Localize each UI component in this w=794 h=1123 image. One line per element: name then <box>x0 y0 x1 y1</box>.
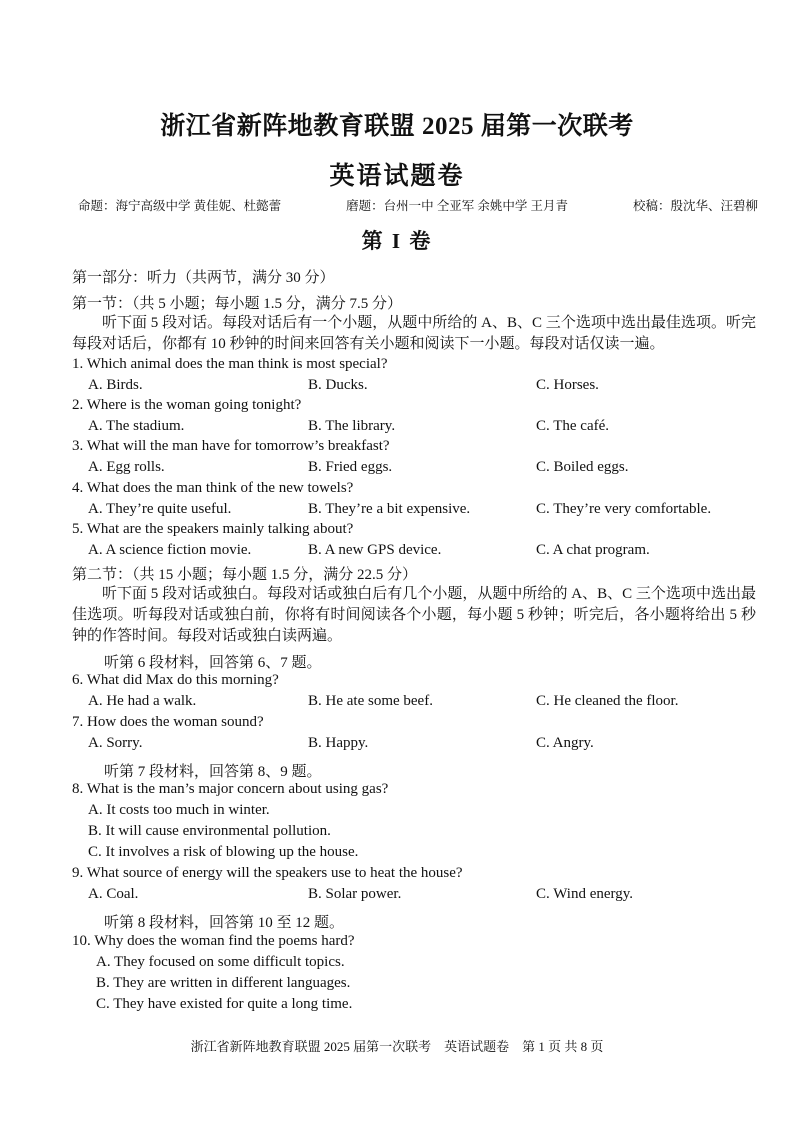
question-stem: 1. Which animal does the man think is most special? <box>72 356 388 372</box>
option-c: C. Boiled eggs. <box>536 459 629 475</box>
option-b: B. Fried eggs. <box>308 459 393 475</box>
section1-heading: 第一节：（共 5 小题；每小题 1.5 分，满分 7.5 分） <box>72 296 403 312</box>
question-stem: 8. What is the man’s major concern about using gas? <box>72 781 389 797</box>
page-footer: 浙江省新阵地教育联盟 2025 届第一次联考 英语试题卷 第 1 页 共 8 页 <box>190 1039 604 1054</box>
credits-line <box>78 196 758 214</box>
option-a: A. It costs too much in winter. <box>88 802 270 818</box>
volume-heading: 第 I 卷 <box>361 229 433 253</box>
option-c: C. A chat program. <box>536 542 650 558</box>
option-a: A. Egg rolls. <box>88 459 165 475</box>
question-stem: 2. Where is the woman going tonight? <box>72 397 302 413</box>
question-stem: 6. What did Max do this morning? <box>72 672 279 688</box>
exam-subtitle: 英语试题卷 <box>329 163 465 190</box>
question-stem: 3. What will the man have for tomorrow’s breakfast? <box>72 438 390 454</box>
credit-proofreader: 校稿：殷沈华、汪碧柳 <box>632 199 758 213</box>
option-a: A. Coal. <box>88 886 139 902</box>
option-a: A. Sorry. <box>88 735 143 751</box>
option-b: B. A new GPS device. <box>308 542 442 558</box>
option-a: A. They focused on some difficult topics. <box>96 954 345 970</box>
option-c: C. The café. <box>536 418 610 434</box>
credit-reviewer: 磨题：台州一中 仝亚军 余姚中学 王月青 <box>346 199 568 213</box>
option-b: B. They’re a bit expensive. <box>308 501 471 517</box>
section2-instructions: 听下面 5 段对话或独白。每段对话或独白后有几个小题，从题中所给的 A、B、C 三个选项中选出最佳选项。听每段对话或独白前，你将有时间阅读各个小题，每小题 5 秒钟；听完后，各小题将给出 5 秒钟的作答时间。每段对话或独白读两遍。 <box>72 586 756 644</box>
material-note-8: 听第 8 段材料，回答第 10 至 12 题。 <box>104 915 345 931</box>
credit-author: 命题：海宁高级中学 黄佳妮、杜懿蕾 <box>78 199 282 213</box>
material-note-7: 听第 7 段材料，回答第 8、9 题。 <box>104 764 322 780</box>
section2-heading: 第二节：（共 15 小题；每小题 1.5 分，满分 22.5 分） <box>72 567 418 583</box>
question-stem: 10. Why does the woman find the poems hard? <box>72 933 355 949</box>
option-a: A. The stadium. <box>88 418 185 434</box>
option-c: C. He cleaned the floor. <box>536 693 679 709</box>
option-c: C. Horses. <box>536 377 599 393</box>
option-c: C. It involves a risk of blowing up the house. <box>88 844 359 860</box>
option-a: A. He had a walk. <box>88 693 197 709</box>
option-c: C. Wind energy. <box>536 886 634 902</box>
option-c: C. Angry. <box>536 735 594 751</box>
option-b: B. They are written in different languages. <box>96 975 351 991</box>
option-a: A. Birds. <box>88 377 143 393</box>
option-a: A. A science fiction movie. <box>88 542 252 558</box>
exam-title: 浙江省新阵地教育联盟 2025 届第一次联考 <box>160 113 634 140</box>
section1-instructions: 听下面 5 段对话。每段对话后有一个小题，从题中所给的 A、B、C 三个选项中选出最佳选项。听完每段对话后，你都有 10 秒钟的时间来回答有关小题和阅读下一小题。每段对话仅读一遍。 <box>72 315 756 352</box>
option-b: B. It will cause environmental pollution. <box>88 823 331 839</box>
question-stem: 5. What are the speakers mainly talking about? <box>72 521 354 537</box>
option-b: B. Happy. <box>308 735 369 751</box>
option-b: B. Solar power. <box>308 886 402 902</box>
option-b: B. Ducks. <box>308 377 368 393</box>
part1-heading: 第一部分：听力（共两节，满分 30 分） <box>72 270 335 286</box>
question-stem: 4. What does the man think of the new towels? <box>72 480 354 496</box>
option-b: B. He ate some beef. <box>308 693 433 709</box>
question-stem: 7. How does the woman sound? <box>72 714 264 730</box>
option-c: C. They have existed for quite a long time. <box>96 996 353 1012</box>
option-a: A. They’re quite useful. <box>88 501 232 517</box>
option-b: B. The library. <box>308 418 396 434</box>
question-stem: 9. What source of energy will the speakers use to heat the house? <box>72 865 463 881</box>
option-c: C. They’re very comfortable. <box>536 501 712 517</box>
material-note-6: 听第 6 段材料，回答第 6、7 题。 <box>104 655 322 671</box>
